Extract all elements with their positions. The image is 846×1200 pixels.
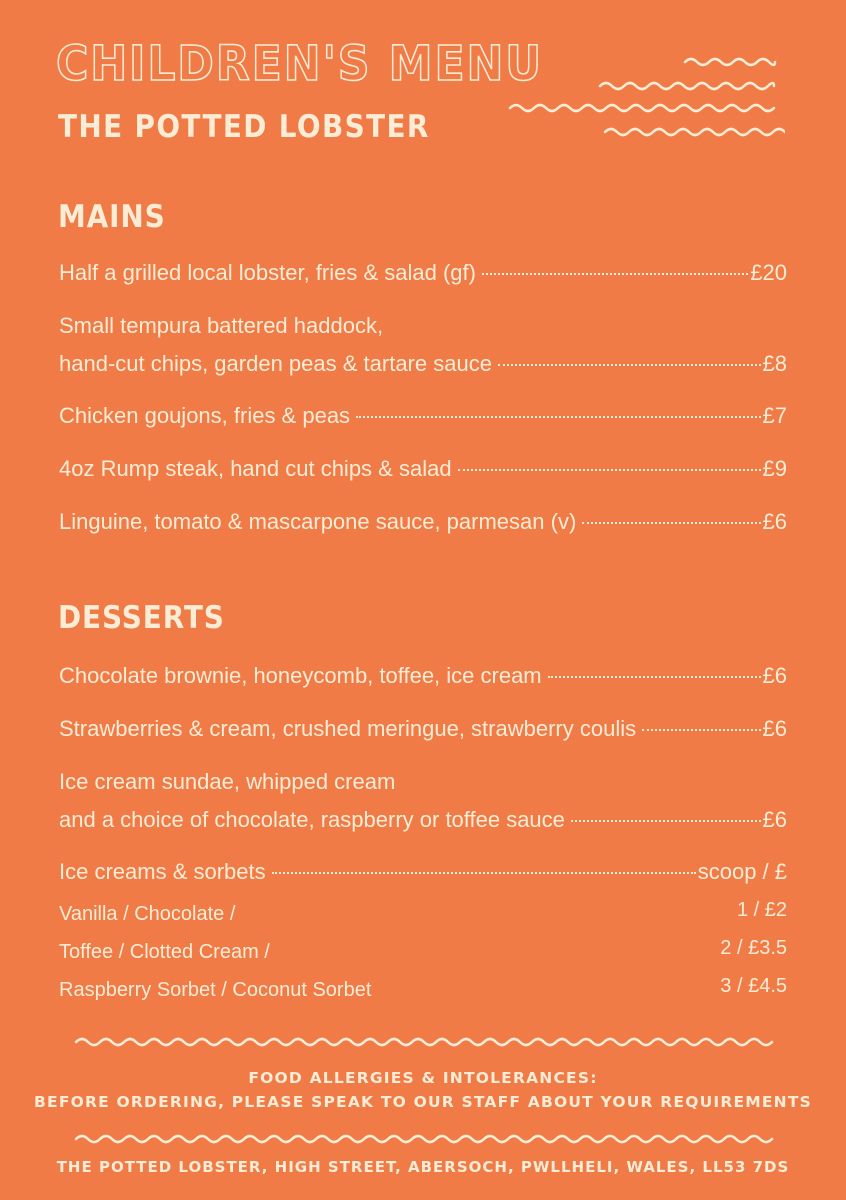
- item-price: £6: [762, 509, 787, 534]
- menu-title: CHILDREN'S MENU: [56, 36, 543, 92]
- scoop-price: 3 / £4.5: [720, 975, 787, 997]
- scoop-price: 1 / £2: [736, 899, 787, 921]
- item-description: and a choice of chocolate, raspberry or toffee sauce: [59, 807, 565, 832]
- menu-item: [59, 807, 787, 833]
- dot-leader: [582, 522, 760, 524]
- item-description: Half a grilled local lobster, fries & salad (gf): [59, 260, 476, 285]
- menu-item: [59, 663, 787, 689]
- item-description: Linguine, tomato & mascarpone sauce, parmesan (v): [59, 509, 577, 534]
- dot-leader: [498, 364, 761, 366]
- item-price: £20: [750, 260, 787, 285]
- item-description: Ice creams & sorbets: [59, 859, 266, 884]
- item-description-line1: Ice cream sundae, whipped cream: [59, 769, 396, 794]
- item-price: scoop / £: [697, 859, 787, 884]
- dot-leader: [571, 820, 761, 822]
- dot-leader: [458, 469, 761, 471]
- item-description: hand-cut chips, garden peas & tartare sauce: [59, 351, 492, 376]
- dot-leader: [482, 273, 748, 275]
- wave-divider-icon: [74, 1034, 774, 1048]
- dot-leader: [356, 416, 760, 418]
- allergy-notice-heading: FOOD ALLERGIES & INTOLERANCES:: [248, 1069, 598, 1087]
- wave-divider-icon: [74, 1131, 774, 1145]
- menu-item: [59, 351, 787, 377]
- flavour-list-item: Toffee / Clotted Cream /: [59, 941, 270, 963]
- menu-item: [59, 456, 787, 482]
- item-description: 4oz Rump steak, hand cut chips & salad: [59, 456, 452, 481]
- dot-leader: [548, 676, 761, 678]
- item-price: £6: [762, 663, 787, 688]
- item-description: Strawberries & cream, crushed meringue, strawberry coulis: [59, 716, 637, 741]
- restaurant-name: THE POTTED LOBSTER: [58, 109, 430, 145]
- restaurant-address: THE POTTED LOBSTER, HIGH STREET, ABERSOCH, PWLLHELI, WALES, LL53 7DS: [56, 1158, 790, 1176]
- mains-heading: MAINS: [58, 199, 166, 235]
- menu-item: [59, 260, 787, 286]
- flavour-list-item: Vanilla / Chocolate /: [59, 903, 236, 925]
- allergy-notice-text: BEFORE ORDERING, PLEASE SPEAK TO OUR STAFF ABOUT YOUR REQUIREMENTS: [34, 1093, 812, 1111]
- menu-item: [59, 403, 787, 429]
- item-description: Chicken goujons, fries & peas: [59, 403, 351, 428]
- item-price: £9: [762, 456, 787, 481]
- dot-leader: [642, 729, 760, 731]
- menu-item: [59, 716, 787, 742]
- item-description: Chocolate brownie, honeycomb, toffee, ice cream: [59, 663, 542, 688]
- menu-item: [59, 859, 787, 885]
- item-price: £6: [762, 716, 787, 741]
- dot-leader: [272, 872, 696, 874]
- item-description-line1: Small tempura battered haddock,: [59, 313, 384, 338]
- desserts-heading: DESSERTS: [58, 600, 225, 636]
- scoop-price: 2 / £3.5: [720, 937, 787, 959]
- item-price: £6: [762, 807, 787, 832]
- item-price: £7: [762, 403, 787, 428]
- item-price: £8: [762, 351, 787, 376]
- waves-decoration-icon: [505, 52, 785, 142]
- flavour-list-item: Raspberry Sorbet / Coconut Sorbet: [59, 979, 372, 1001]
- menu-item: [59, 509, 787, 535]
